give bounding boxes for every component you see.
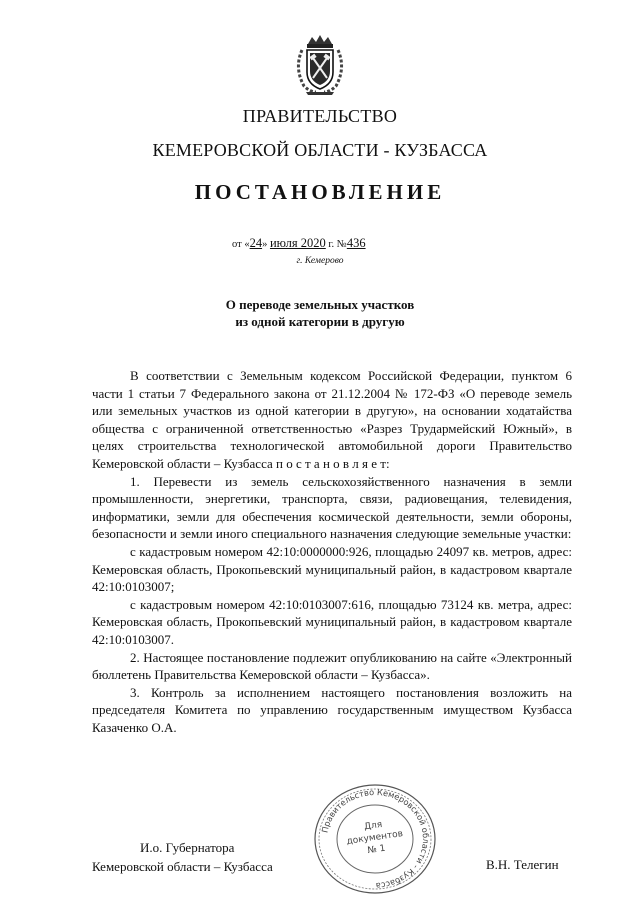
stamp-center-line3: № 1 (366, 843, 387, 857)
document-body (92, 367, 572, 736)
official-stamp (311, 782, 439, 896)
stamp-center-line2: документов (346, 829, 404, 847)
item-3-paragraph: 3. Контроль за исполнением настоящего постановления возложить на председателя Комитета по управлению государственным имуществом Кузбасса Казаченко О.А. (92, 684, 572, 735)
signatory-name: В.Н. Телегин (486, 857, 559, 872)
document-title-line2: из одной категории в другую (235, 314, 405, 329)
government-name-line2: КЕМЕРОВСКОЙ ОБЛАСТИ - КУЗБАССА (152, 140, 488, 160)
city-label: г. Кемерово (296, 256, 344, 266)
item-2-paragraph: 2. Настоящее постановление подлежит опубликованию на сайте «Электронный бюллетень Правительства Кемеровской области – Кузбасса». (92, 649, 572, 683)
government-name-line1: ПРАВИТЕЛЬСТВО (242, 106, 398, 126)
date-year-suffix: г. (325, 239, 335, 250)
date-mid: » (262, 239, 270, 250)
coat-of-arms-icon (292, 34, 348, 96)
preamble-paragraph: В соответствии с Земельным кодексом Российской Федерации, пунктом 6 части 1 статьи 7 Федерального закона от 21.12.2004 № 172-ФЗ «О переводе земель или земельных участков из одной категории в другую», на основании ходатайства общества с ограниченной ответственностью «Разрез Трудармейский Южный», в целях строительства технологической автомобильной дороги Правительство Кемеровской области – Кузбасса п о с т а н о в л я е т: (92, 368, 572, 471)
signatory-position (92, 838, 273, 876)
item-1b-paragraph: с кадастровым номером 42:10:0103007:616, площадью 73124 кв. метра, адрес: Кемеровская область, Прокопьевский муниципальный район, в кадастровом квартале 42:10:0103007. (92, 596, 572, 647)
signatory-position-line2: Кемеровской области – Кузбасса (92, 859, 273, 874)
document-title-line1: О переводе земельных участков (225, 297, 415, 312)
signatory-position-line1: И.о. Губернатора (140, 840, 235, 855)
date-number-line (232, 236, 366, 251)
item-1a-paragraph: с кадастровым номером 42:10:0000000:926, площадью 24097 кв. метров, адрес: Кемеровская область, Прокопьевский муниципальный район, в кадастровом квартале 42:10:0103007; (92, 543, 572, 595)
date-prefix: от « (232, 239, 250, 250)
date-day: 24 (249, 236, 263, 250)
document-number: 436 (346, 236, 366, 250)
item-1-paragraph: 1. Перевести из земель сельскохозяйственного назначения в земли промышленности, энергетики, транспорта, связи, радиовещания, телевидения, информатики, земли для обеспечения космической деятельности, земли обороны, безопасности и земли иного специального назначения следующие земельные участки: (92, 473, 572, 542)
number-prefix: № (334, 239, 347, 250)
document-title (0, 296, 640, 330)
stamp-center-line1: Для (363, 819, 383, 833)
date-month-year: июля 2020 (269, 236, 326, 250)
document-type-heading: ПОСТАНОВЛЕНИЕ (194, 180, 446, 204)
stamp-ring-text: Правительство Кемеровской области - Кузбасса (319, 786, 432, 892)
